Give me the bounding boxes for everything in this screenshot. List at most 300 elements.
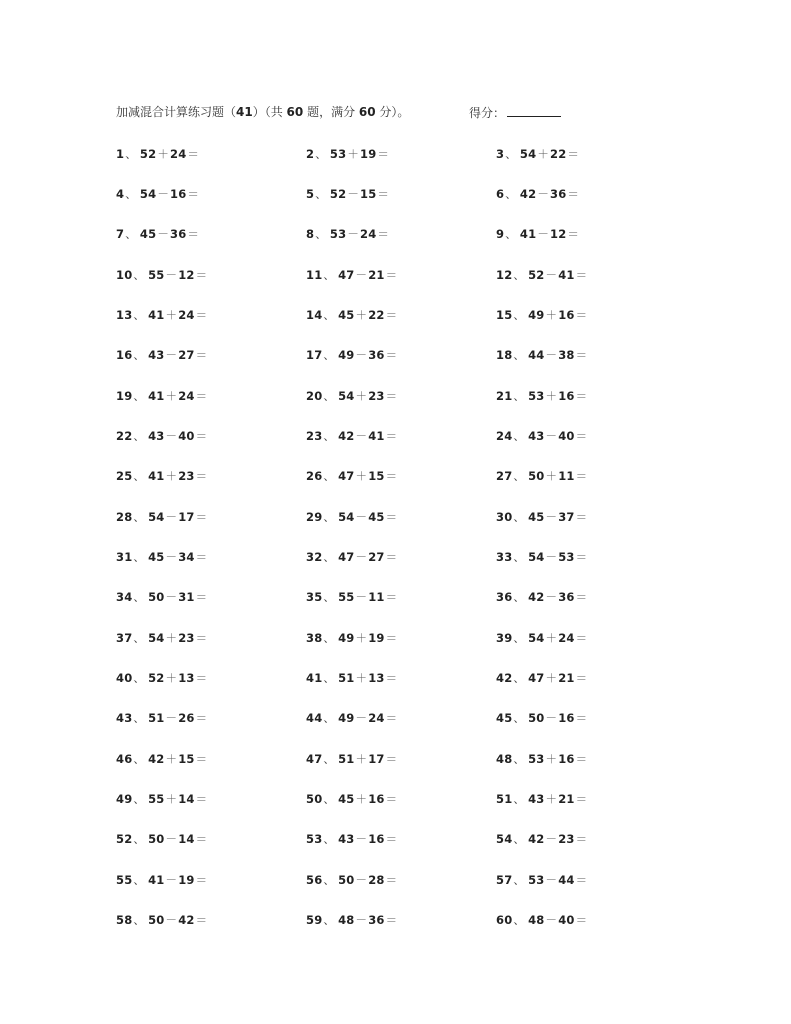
equals-sign: ＝ xyxy=(385,389,398,403)
operand-b: 27 xyxy=(368,550,385,564)
operand-b: 19 xyxy=(178,873,195,887)
problem-number: 55 xyxy=(116,873,133,887)
problem-number: 6 xyxy=(496,187,505,201)
operand-b: 16 xyxy=(558,752,575,766)
score-label: 得分： xyxy=(469,106,506,120)
problem-separator: 、 xyxy=(133,752,146,766)
problem-separator: 、 xyxy=(323,469,336,483)
problem-item xyxy=(496,429,587,443)
operand-b: 40 xyxy=(178,429,195,443)
operand-a: 52 xyxy=(329,187,347,201)
operand-b: 21 xyxy=(558,671,575,685)
equals-sign: ＝ xyxy=(195,631,208,645)
operator: － xyxy=(157,227,170,241)
problem-item xyxy=(306,147,389,161)
operand-a: 54 xyxy=(528,631,545,645)
operator: － xyxy=(165,510,178,524)
equals-sign: ＝ xyxy=(385,913,398,927)
operand-b: 16 xyxy=(368,832,385,846)
problem-number: 12 xyxy=(496,268,513,282)
operator: ＋ xyxy=(165,752,178,766)
operand-a: 53 xyxy=(528,873,545,887)
operator: － xyxy=(355,268,368,282)
problem-item xyxy=(116,147,199,161)
problem-number: 36 xyxy=(496,590,513,604)
operand-a: 41 xyxy=(148,389,165,403)
equals-sign: ＝ xyxy=(195,389,208,403)
problem-item xyxy=(496,550,587,564)
problem-separator: 、 xyxy=(133,711,146,725)
operand-a: 53 xyxy=(329,227,347,241)
operator: － xyxy=(347,187,360,201)
problem-item xyxy=(496,792,587,806)
problem-separator: 、 xyxy=(513,671,526,685)
operand-b: 14 xyxy=(178,792,195,806)
equals-sign: ＝ xyxy=(385,469,398,483)
equals-sign: ＝ xyxy=(187,187,200,201)
problem-item xyxy=(306,469,397,483)
problem-separator: 、 xyxy=(513,469,526,483)
equals-sign: ＝ xyxy=(575,832,588,846)
problem-separator: 、 xyxy=(513,631,526,645)
operand-a: 49 xyxy=(338,348,355,362)
problem-item xyxy=(116,752,207,766)
operand-b: 44 xyxy=(558,873,575,887)
operand-b: 12 xyxy=(178,268,195,282)
operand-b: 28 xyxy=(368,873,385,887)
problem-separator: 、 xyxy=(323,671,336,685)
operator: ＋ xyxy=(355,752,368,766)
operand-b: 36 xyxy=(170,227,187,241)
operator: － xyxy=(545,510,558,524)
operator: － xyxy=(545,913,558,927)
problem-number: 24 xyxy=(496,429,513,443)
problem-separator: 、 xyxy=(133,268,146,282)
problem-number: 46 xyxy=(116,752,133,766)
operand-a: 47 xyxy=(338,550,355,564)
operand-a: 43 xyxy=(148,429,165,443)
problem-number: 1 xyxy=(116,147,125,161)
problem-separator: 、 xyxy=(505,187,517,201)
problem-separator: 、 xyxy=(323,348,336,362)
operand-a: 49 xyxy=(338,711,355,725)
equals-sign: ＝ xyxy=(195,913,208,927)
operand-a: 51 xyxy=(338,671,355,685)
problem-separator: 、 xyxy=(323,308,336,322)
operand-a: 53 xyxy=(528,752,545,766)
operand-a: 50 xyxy=(528,711,545,725)
operand-b: 16 xyxy=(558,711,575,725)
operator: － xyxy=(545,711,558,725)
operator: － xyxy=(537,227,550,241)
problem-number: 15 xyxy=(496,308,513,322)
operator: － xyxy=(355,510,368,524)
operator: － xyxy=(545,873,558,887)
problem-separator: 、 xyxy=(133,832,146,846)
operand-b: 23 xyxy=(368,389,385,403)
operand-a: 44 xyxy=(528,348,545,362)
problem-item xyxy=(116,832,207,846)
problem-item xyxy=(306,752,397,766)
title-mid2: 题，满分 xyxy=(303,105,359,119)
equals-sign: ＝ xyxy=(575,308,588,322)
operand-a: 45 xyxy=(148,550,165,564)
problem-item xyxy=(306,873,397,887)
problem-item xyxy=(116,873,207,887)
equals-sign: ＝ xyxy=(195,792,208,806)
equals-sign: ＝ xyxy=(385,671,398,685)
operand-a: 55 xyxy=(148,268,165,282)
operand-a: 42 xyxy=(528,832,545,846)
equals-sign: ＝ xyxy=(567,227,580,241)
problem-item xyxy=(496,469,587,483)
operand-a: 54 xyxy=(528,550,545,564)
problem-separator: 、 xyxy=(133,590,146,604)
problem-separator: 、 xyxy=(513,308,526,322)
problem-number: 52 xyxy=(116,832,133,846)
operator: ＋ xyxy=(355,308,368,322)
operand-a: 47 xyxy=(338,268,355,282)
operator: － xyxy=(355,429,368,443)
problem-number: 22 xyxy=(116,429,133,443)
problem-item xyxy=(306,631,397,645)
operator: ＋ xyxy=(355,389,368,403)
operand-a: 53 xyxy=(329,147,347,161)
operator: － xyxy=(165,550,178,564)
problem-number: 42 xyxy=(496,671,513,685)
operator: － xyxy=(545,550,558,564)
problem-number: 27 xyxy=(496,469,513,483)
problem-separator: 、 xyxy=(513,913,526,927)
operand-b: 16 xyxy=(558,389,575,403)
operand-b: 41 xyxy=(558,268,575,282)
problem-separator: 、 xyxy=(323,752,336,766)
problem-item xyxy=(306,429,397,443)
operand-a: 54 xyxy=(148,510,165,524)
operator: － xyxy=(157,187,170,201)
operand-a: 54 xyxy=(148,631,165,645)
operator: ＋ xyxy=(165,308,178,322)
operand-a: 47 xyxy=(338,469,355,483)
operator: ＋ xyxy=(165,631,178,645)
problem-item xyxy=(116,711,207,725)
operand-a: 41 xyxy=(148,469,165,483)
operator: － xyxy=(165,268,178,282)
problem-number: 54 xyxy=(496,832,513,846)
operator: － xyxy=(545,268,558,282)
problem-item xyxy=(496,752,587,766)
operator: － xyxy=(165,429,178,443)
operator: － xyxy=(545,832,558,846)
problem-separator: 、 xyxy=(323,711,336,725)
operand-b: 17 xyxy=(368,752,385,766)
operator: ＋ xyxy=(165,389,178,403)
operand-a: 50 xyxy=(528,469,545,483)
problem-number: 50 xyxy=(306,792,323,806)
operand-b: 42 xyxy=(178,913,195,927)
problem-number: 17 xyxy=(306,348,323,362)
equals-sign: ＝ xyxy=(385,711,398,725)
problem-item xyxy=(496,671,587,685)
problem-separator: 、 xyxy=(133,671,146,685)
problem-separator: 、 xyxy=(133,389,146,403)
operand-a: 55 xyxy=(148,792,165,806)
problem-separator: 、 xyxy=(323,550,336,564)
problem-separator: 、 xyxy=(323,510,336,524)
problem-separator: 、 xyxy=(505,147,517,161)
operand-a: 42 xyxy=(528,590,545,604)
operand-a: 45 xyxy=(338,792,355,806)
operand-a: 51 xyxy=(148,711,165,725)
operand-a: 53 xyxy=(528,389,545,403)
problem-number: 3 xyxy=(496,147,505,161)
problem-item xyxy=(116,590,207,604)
operator: － xyxy=(537,187,550,201)
operand-a: 42 xyxy=(148,752,165,766)
equals-sign: ＝ xyxy=(575,510,588,524)
operator: － xyxy=(355,550,368,564)
problem-item xyxy=(116,671,207,685)
problem-item xyxy=(306,348,397,362)
equals-sign: ＝ xyxy=(385,429,398,443)
operator: － xyxy=(355,711,368,725)
problem-number: 56 xyxy=(306,873,323,887)
operator: － xyxy=(355,590,368,604)
operand-a: 43 xyxy=(528,792,545,806)
operand-a: 42 xyxy=(338,429,355,443)
equals-sign: ＝ xyxy=(567,147,580,161)
problem-item xyxy=(116,469,207,483)
equals-sign: ＝ xyxy=(385,308,398,322)
problem-item xyxy=(116,792,207,806)
operand-a: 49 xyxy=(338,631,355,645)
problem-item xyxy=(306,832,397,846)
total-questions: 60 xyxy=(286,105,304,119)
equals-sign: ＝ xyxy=(195,752,208,766)
problem-number: 39 xyxy=(496,631,513,645)
problem-separator: 、 xyxy=(323,268,336,282)
problem-item xyxy=(306,792,397,806)
problem-number: 47 xyxy=(306,752,323,766)
problem-separator: 、 xyxy=(513,832,526,846)
equals-sign: ＝ xyxy=(575,590,588,604)
problem-number: 5 xyxy=(306,187,315,201)
equals-sign: ＝ xyxy=(195,469,208,483)
operand-b: 24 xyxy=(178,389,195,403)
problem-item xyxy=(116,550,207,564)
operand-b: 40 xyxy=(558,913,575,927)
operand-b: 14 xyxy=(178,832,195,846)
operand-a: 45 xyxy=(528,510,545,524)
problem-item xyxy=(116,227,199,241)
operand-b: 38 xyxy=(558,348,575,362)
operator: － xyxy=(355,348,368,362)
problem-item xyxy=(306,590,397,604)
equals-sign: ＝ xyxy=(575,913,588,927)
problem-item xyxy=(496,227,579,241)
problem-separator: 、 xyxy=(323,832,336,846)
problem-separator: 、 xyxy=(133,429,146,443)
problem-separator: 、 xyxy=(323,792,336,806)
operand-b: 41 xyxy=(368,429,385,443)
problem-separator: 、 xyxy=(513,752,526,766)
operand-b: 24 xyxy=(170,147,187,161)
operand-b: 22 xyxy=(550,147,567,161)
problem-separator: 、 xyxy=(323,389,336,403)
problem-item xyxy=(116,913,207,927)
operand-a: 43 xyxy=(528,429,545,443)
problem-item xyxy=(306,389,397,403)
problem-item xyxy=(496,590,587,604)
operand-b: 36 xyxy=(558,590,575,604)
problem-separator: 、 xyxy=(133,348,146,362)
operator: ＋ xyxy=(347,147,360,161)
operand-a: 50 xyxy=(148,590,165,604)
operand-b: 19 xyxy=(368,631,385,645)
operator: ＋ xyxy=(355,792,368,806)
title-prefix: 加减混合计算练习题（ xyxy=(116,105,237,119)
operand-b: 13 xyxy=(178,671,195,685)
equals-sign: ＝ xyxy=(567,187,580,201)
equals-sign: ＝ xyxy=(575,792,588,806)
equals-sign: ＝ xyxy=(385,752,398,766)
operand-a: 48 xyxy=(528,913,545,927)
operand-b: 13 xyxy=(368,671,385,685)
operand-b: 17 xyxy=(178,510,195,524)
problem-item xyxy=(306,711,397,725)
problem-separator: 、 xyxy=(323,631,336,645)
operand-a: 54 xyxy=(139,187,157,201)
problem-separator: 、 xyxy=(323,590,336,604)
operand-b: 31 xyxy=(178,590,195,604)
operator: ＋ xyxy=(157,147,170,161)
operand-a: 52 xyxy=(139,147,157,161)
operator: ＋ xyxy=(545,308,558,322)
operand-b: 23 xyxy=(178,469,195,483)
problem-separator: 、 xyxy=(323,873,336,887)
problem-item xyxy=(116,348,207,362)
operator: ＋ xyxy=(355,631,368,645)
problem-item xyxy=(306,510,397,524)
operand-a: 50 xyxy=(148,832,165,846)
problem-separator: 、 xyxy=(323,429,336,443)
operand-b: 21 xyxy=(368,268,385,282)
operand-b: 36 xyxy=(550,187,567,201)
problem-number: 7 xyxy=(116,227,125,241)
equals-sign: ＝ xyxy=(385,792,398,806)
equals-sign: ＝ xyxy=(575,469,588,483)
operand-b: 36 xyxy=(368,348,385,362)
operator: ＋ xyxy=(545,389,558,403)
operand-b: 36 xyxy=(368,913,385,927)
problem-number: 31 xyxy=(116,550,133,564)
problem-separator: 、 xyxy=(133,308,146,322)
operator: ＋ xyxy=(545,792,558,806)
problem-separator: 、 xyxy=(315,227,327,241)
operand-b: 24 xyxy=(178,308,195,322)
equals-sign: ＝ xyxy=(195,671,208,685)
equals-sign: ＝ xyxy=(385,832,398,846)
operand-b: 26 xyxy=(178,711,195,725)
problem-number: 21 xyxy=(496,389,513,403)
operand-b: 37 xyxy=(558,510,575,524)
equals-sign: ＝ xyxy=(575,268,588,282)
operand-b: 15 xyxy=(360,187,377,201)
operand-a: 55 xyxy=(338,590,355,604)
operator: ＋ xyxy=(537,147,550,161)
operand-b: 11 xyxy=(368,590,385,604)
problem-separator: 、 xyxy=(133,631,146,645)
operand-a: 52 xyxy=(528,268,545,282)
problem-item xyxy=(306,550,397,564)
problem-separator: 、 xyxy=(513,429,526,443)
problem-separator: 、 xyxy=(513,268,526,282)
operator: ＋ xyxy=(165,671,178,685)
operand-b: 16 xyxy=(368,792,385,806)
problem-item xyxy=(306,187,389,201)
problem-item xyxy=(496,389,587,403)
equals-sign: ＝ xyxy=(385,631,398,645)
problem-item xyxy=(496,832,587,846)
operand-a: 52 xyxy=(148,671,165,685)
problem-item xyxy=(306,913,397,927)
problem-item xyxy=(306,268,397,282)
operand-b: 45 xyxy=(368,510,385,524)
operand-a: 41 xyxy=(519,227,537,241)
operand-a: 42 xyxy=(519,187,537,201)
operand-b: 24 xyxy=(368,711,385,725)
problem-number: 33 xyxy=(496,550,513,564)
problem-number: 57 xyxy=(496,873,513,887)
operator: ＋ xyxy=(165,469,178,483)
operand-b: 53 xyxy=(558,550,575,564)
title-suffix: 分）。 xyxy=(375,105,410,119)
problem-number: 9 xyxy=(496,227,505,241)
title-mid: ）（共 xyxy=(252,105,287,119)
problem-number: 11 xyxy=(306,268,323,282)
problem-number: 48 xyxy=(496,752,513,766)
equals-sign: ＝ xyxy=(195,510,208,524)
operator: ＋ xyxy=(545,631,558,645)
operator: － xyxy=(165,913,178,927)
problem-separator: 、 xyxy=(133,469,146,483)
operand-b: 24 xyxy=(360,227,377,241)
equals-sign: ＝ xyxy=(195,268,208,282)
operator: － xyxy=(355,873,368,887)
problem-number: 40 xyxy=(116,671,133,685)
equals-sign: ＝ xyxy=(377,187,390,201)
operand-a: 45 xyxy=(338,308,355,322)
equals-sign: ＝ xyxy=(575,550,588,564)
equals-sign: ＝ xyxy=(195,873,208,887)
operator: ＋ xyxy=(545,752,558,766)
problem-separator: 、 xyxy=(125,147,137,161)
operand-b: 27 xyxy=(178,348,195,362)
equals-sign: ＝ xyxy=(385,590,398,604)
full-score: 60 xyxy=(358,105,376,119)
problem-item xyxy=(496,510,587,524)
problem-separator: 、 xyxy=(315,147,327,161)
operand-a: 54 xyxy=(338,510,355,524)
problem-number: 59 xyxy=(306,913,323,927)
problem-item xyxy=(496,711,587,725)
problem-separator: 、 xyxy=(513,792,526,806)
operand-b: 22 xyxy=(368,308,385,322)
operand-b: 23 xyxy=(178,631,195,645)
operand-b: 40 xyxy=(558,429,575,443)
problem-number: 37 xyxy=(116,631,133,645)
problem-number: 23 xyxy=(306,429,323,443)
